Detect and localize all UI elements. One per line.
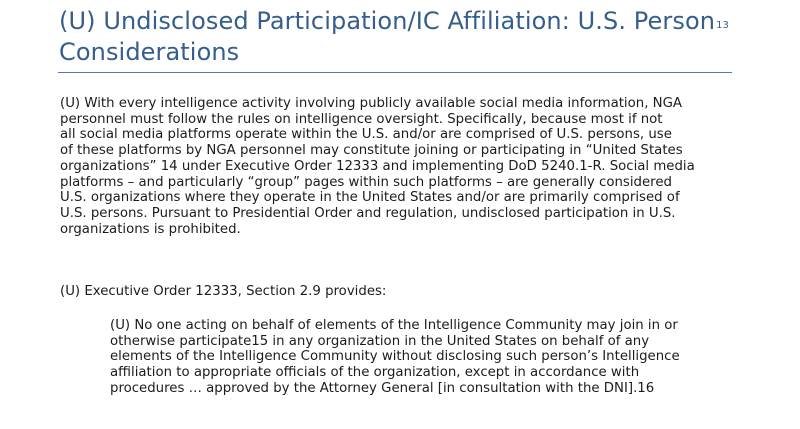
heading-line-2: Considerations	[59, 38, 240, 66]
quote-line: elements of the Intelligence Community without disclosing such person’s Intelligence	[110, 349, 680, 365]
heading-footnote-ref: 13	[716, 20, 729, 31]
block-quote-eo-12333	[110, 318, 680, 397]
paragraph-line: U.S. organizations where they operate in the United States and/or are primarily comprised of	[60, 190, 680, 206]
paragraph-line: of these platforms by NGA personnel may constitute joining or participating in “United States	[60, 143, 683, 159]
paragraph-line: platforms – and particularly “group” pages within such platforms – are generally considered	[60, 174, 672, 190]
section-heading	[59, 6, 749, 68]
quote-line: otherwise participate15 in any organization in the United States on behalf of any	[110, 333, 650, 349]
body-paragraph-eo-intro: (U) Executive Order 12333, Section 2.9 provides:	[60, 284, 387, 299]
paragraph-line: all social media platforms operate within the U.S. and/or are comprised of U.S. persons, use	[60, 127, 672, 143]
quote-line: (U) No one acting on behalf of elements of the Intelligence Community may join in or	[110, 318, 678, 333]
paragraph-line: (U) With every intelligence activity involving publicly available social media information, NGA	[60, 96, 682, 111]
quote-line: affiliation to appropriate officials of the organization, except in accordance with	[110, 365, 640, 381]
heading-underline-rule	[58, 72, 732, 73]
paragraph-line: organizations” 14 under Executive Order 12333 and implementing DoD 5240.1-R. Social media	[60, 158, 695, 174]
paragraph-line: personnel must follow the rules on intelligence oversight. Specifically, because most if not	[60, 111, 663, 127]
body-paragraph-oversight	[60, 96, 695, 237]
paragraph-line: U.S. persons. Pursuant to Presidential Order and regulation, undisclosed participation in U.S.	[60, 205, 676, 221]
heading-line-1: (U) Undisclosed Participation/IC Affiliation: U.S. Person	[59, 7, 716, 35]
quote-line: procedures … approved by the Attorney General [in consultation with the DNI].16	[110, 380, 655, 396]
paragraph-line: organizations is prohibited.	[60, 221, 241, 237]
